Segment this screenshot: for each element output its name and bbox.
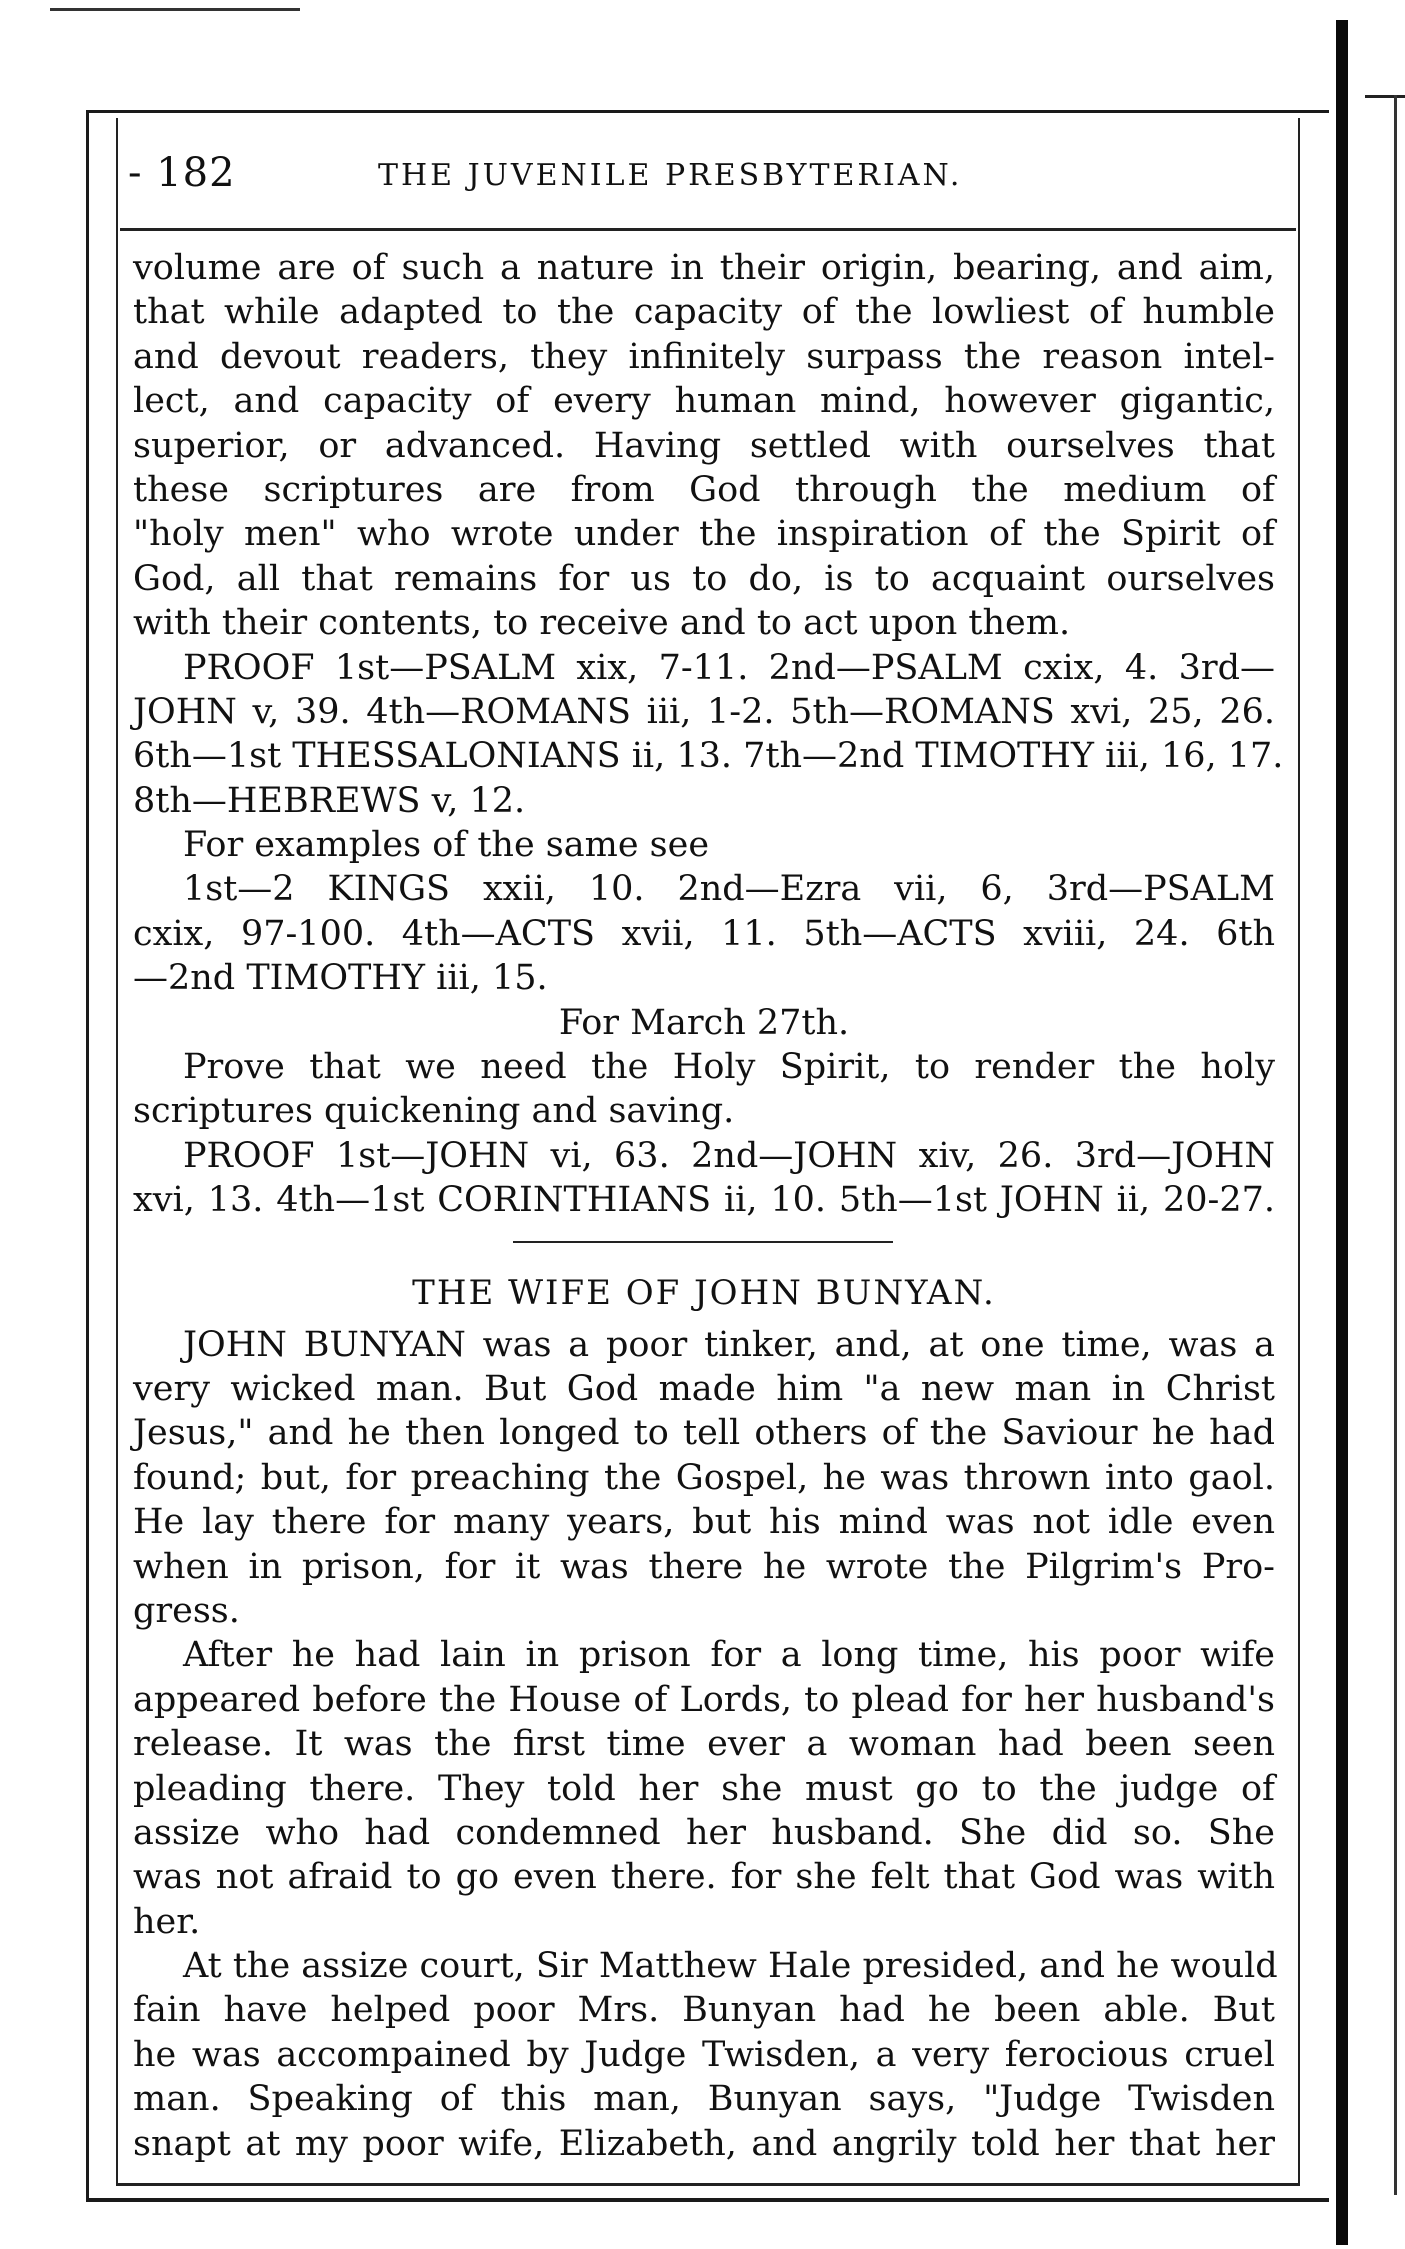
proof-line: 8th—HEBREWS v, 12.: [133, 780, 526, 821]
text-line: After he had lain in prison for a long time, his poor wife: [183, 1635, 1275, 1676]
text-line: very wicked man. But God made him "a new man in Christ: [133, 1368, 1275, 1409]
header-rule: [120, 228, 1296, 231]
text-line: fain have helped poor Mrs. Bunyan had he been able. But: [133, 1990, 1275, 2031]
binding-edge: [1336, 20, 1348, 2245]
text-line: God, all that remains for us to do, is to acquaint ourselves: [133, 558, 1275, 599]
examples-line: 1st—2 KINGS xxii, 10. 2nd—Ezra vii, 6, 3rd—PSALM: [183, 869, 1275, 910]
text-line: and devout readers, they infinitely surpass the reason intel-: [133, 336, 1275, 377]
text-line: man. Speaking of this man, Bunyan says, "Judge Twisden: [133, 2079, 1275, 2120]
text-line: Prove that we need the Holy Spirit, to render the holy: [183, 1047, 1275, 1088]
text-line: He lay there for many years, but his mind was not idle even: [133, 1502, 1275, 1543]
text-line: her.: [133, 1901, 201, 1942]
proof-line: PROOF 1st—PSALM xix, 7-11. 2nd—PSALM cxix, 4. 3rd—: [183, 647, 1275, 688]
proof-line: JOHN v, 39. 4th—ROMANS iii, 1-2. 5th—ROMANS xvi, 25, 26.: [133, 691, 1275, 732]
proof-line: PROOF 1st—JOHN vi, 63. 2nd—JOHN xiv, 26. 3rd—JOHN: [183, 1135, 1275, 1176]
proof-line: 6th—1st THESSALONIANS ii, 13. 7th—2nd TIMOTHY iii, 16, 17.: [133, 736, 1284, 777]
journal-title: THE JUVENILE PRESBYTERIAN.: [378, 158, 963, 193]
text-line: snapt at my poor wife, Elizabeth, and angrily told her that her: [133, 2123, 1275, 2164]
examples-line: For examples of the same see: [183, 825, 710, 866]
examples-line: cxix, 97-100. 4th—ACTS xvii, 11. 5th—ACTS xviii, 24. 6th: [133, 913, 1275, 954]
running-header: [128, 150, 1288, 210]
article-heading: THE WIFE OF JOHN BUNYAN.: [412, 1272, 996, 1313]
text-line: scriptures quickening and saving.: [133, 1091, 735, 1132]
text-line: release. It was the first time ever a woman had been seen: [133, 1724, 1275, 1765]
text-line: lect, and capacity of every human mind, however gigantic,: [133, 381, 1275, 422]
text-line: assize who had condemned her husband. She did so. She: [133, 1812, 1275, 1853]
adjacent-page-rule: [1394, 95, 1397, 2195]
date-heading: For March 27th.: [558, 1002, 850, 1043]
text-line: these scriptures are from God through the medium of: [133, 469, 1275, 510]
text-line: gress.: [133, 1590, 240, 1631]
text-line: pleading there. They told her she must go to the judge of: [133, 1768, 1275, 1809]
examples-line: —2nd TIMOTHY iii, 15.: [133, 958, 548, 999]
proof-line: xvi, 13. 4th—1st CORINTHIANS ii, 10. 5th—1st JOHN ii, 20-27.: [133, 1180, 1275, 1221]
section-separator: [133, 1223, 1275, 1253]
page-number: - 182: [128, 150, 236, 196]
adjacent-page-edge: [1365, 95, 1405, 98]
text-line: At the assize court, Sir Matthew Hale presided, and he would: [183, 1946, 1278, 1987]
text-line: that while adapted to the capacity of the lowliest of humble: [133, 292, 1275, 333]
text-line: Jesus," and he then longed to tell others of the Saviour he had: [133, 1413, 1275, 1454]
text-line: with their contents, to receive and to act upon them.: [133, 603, 1071, 644]
article-body: [133, 246, 1284, 2166]
text-line: when in prison, for it was there he wrote the Pilgrim's Pro-: [133, 1546, 1275, 1587]
text-line: was not afraid to go even there. for she felt that God was with: [133, 1857, 1275, 1898]
text-line: "holy men" who wrote under the inspiration of the Spirit of: [133, 514, 1275, 555]
text-line: appeared before the House of Lords, to plead for her husband's: [133, 1679, 1275, 1720]
text-line: JOHN BUNYAN was a poor tinker, and, at one time, was a: [183, 1324, 1275, 1365]
scan-mark: [50, 8, 300, 11]
text-line: volume are of such a nature in their origin, bearing, and aim,: [133, 248, 1275, 288]
text-line: found; but, for preaching the Gospel, he was thrown into gaol.: [133, 1457, 1275, 1498]
text-line: superior, or advanced. Having settled with ourselves that: [133, 425, 1275, 466]
text-line: he was accompained by Judge Twisden, a very ferocious cruel: [133, 2034, 1275, 2075]
